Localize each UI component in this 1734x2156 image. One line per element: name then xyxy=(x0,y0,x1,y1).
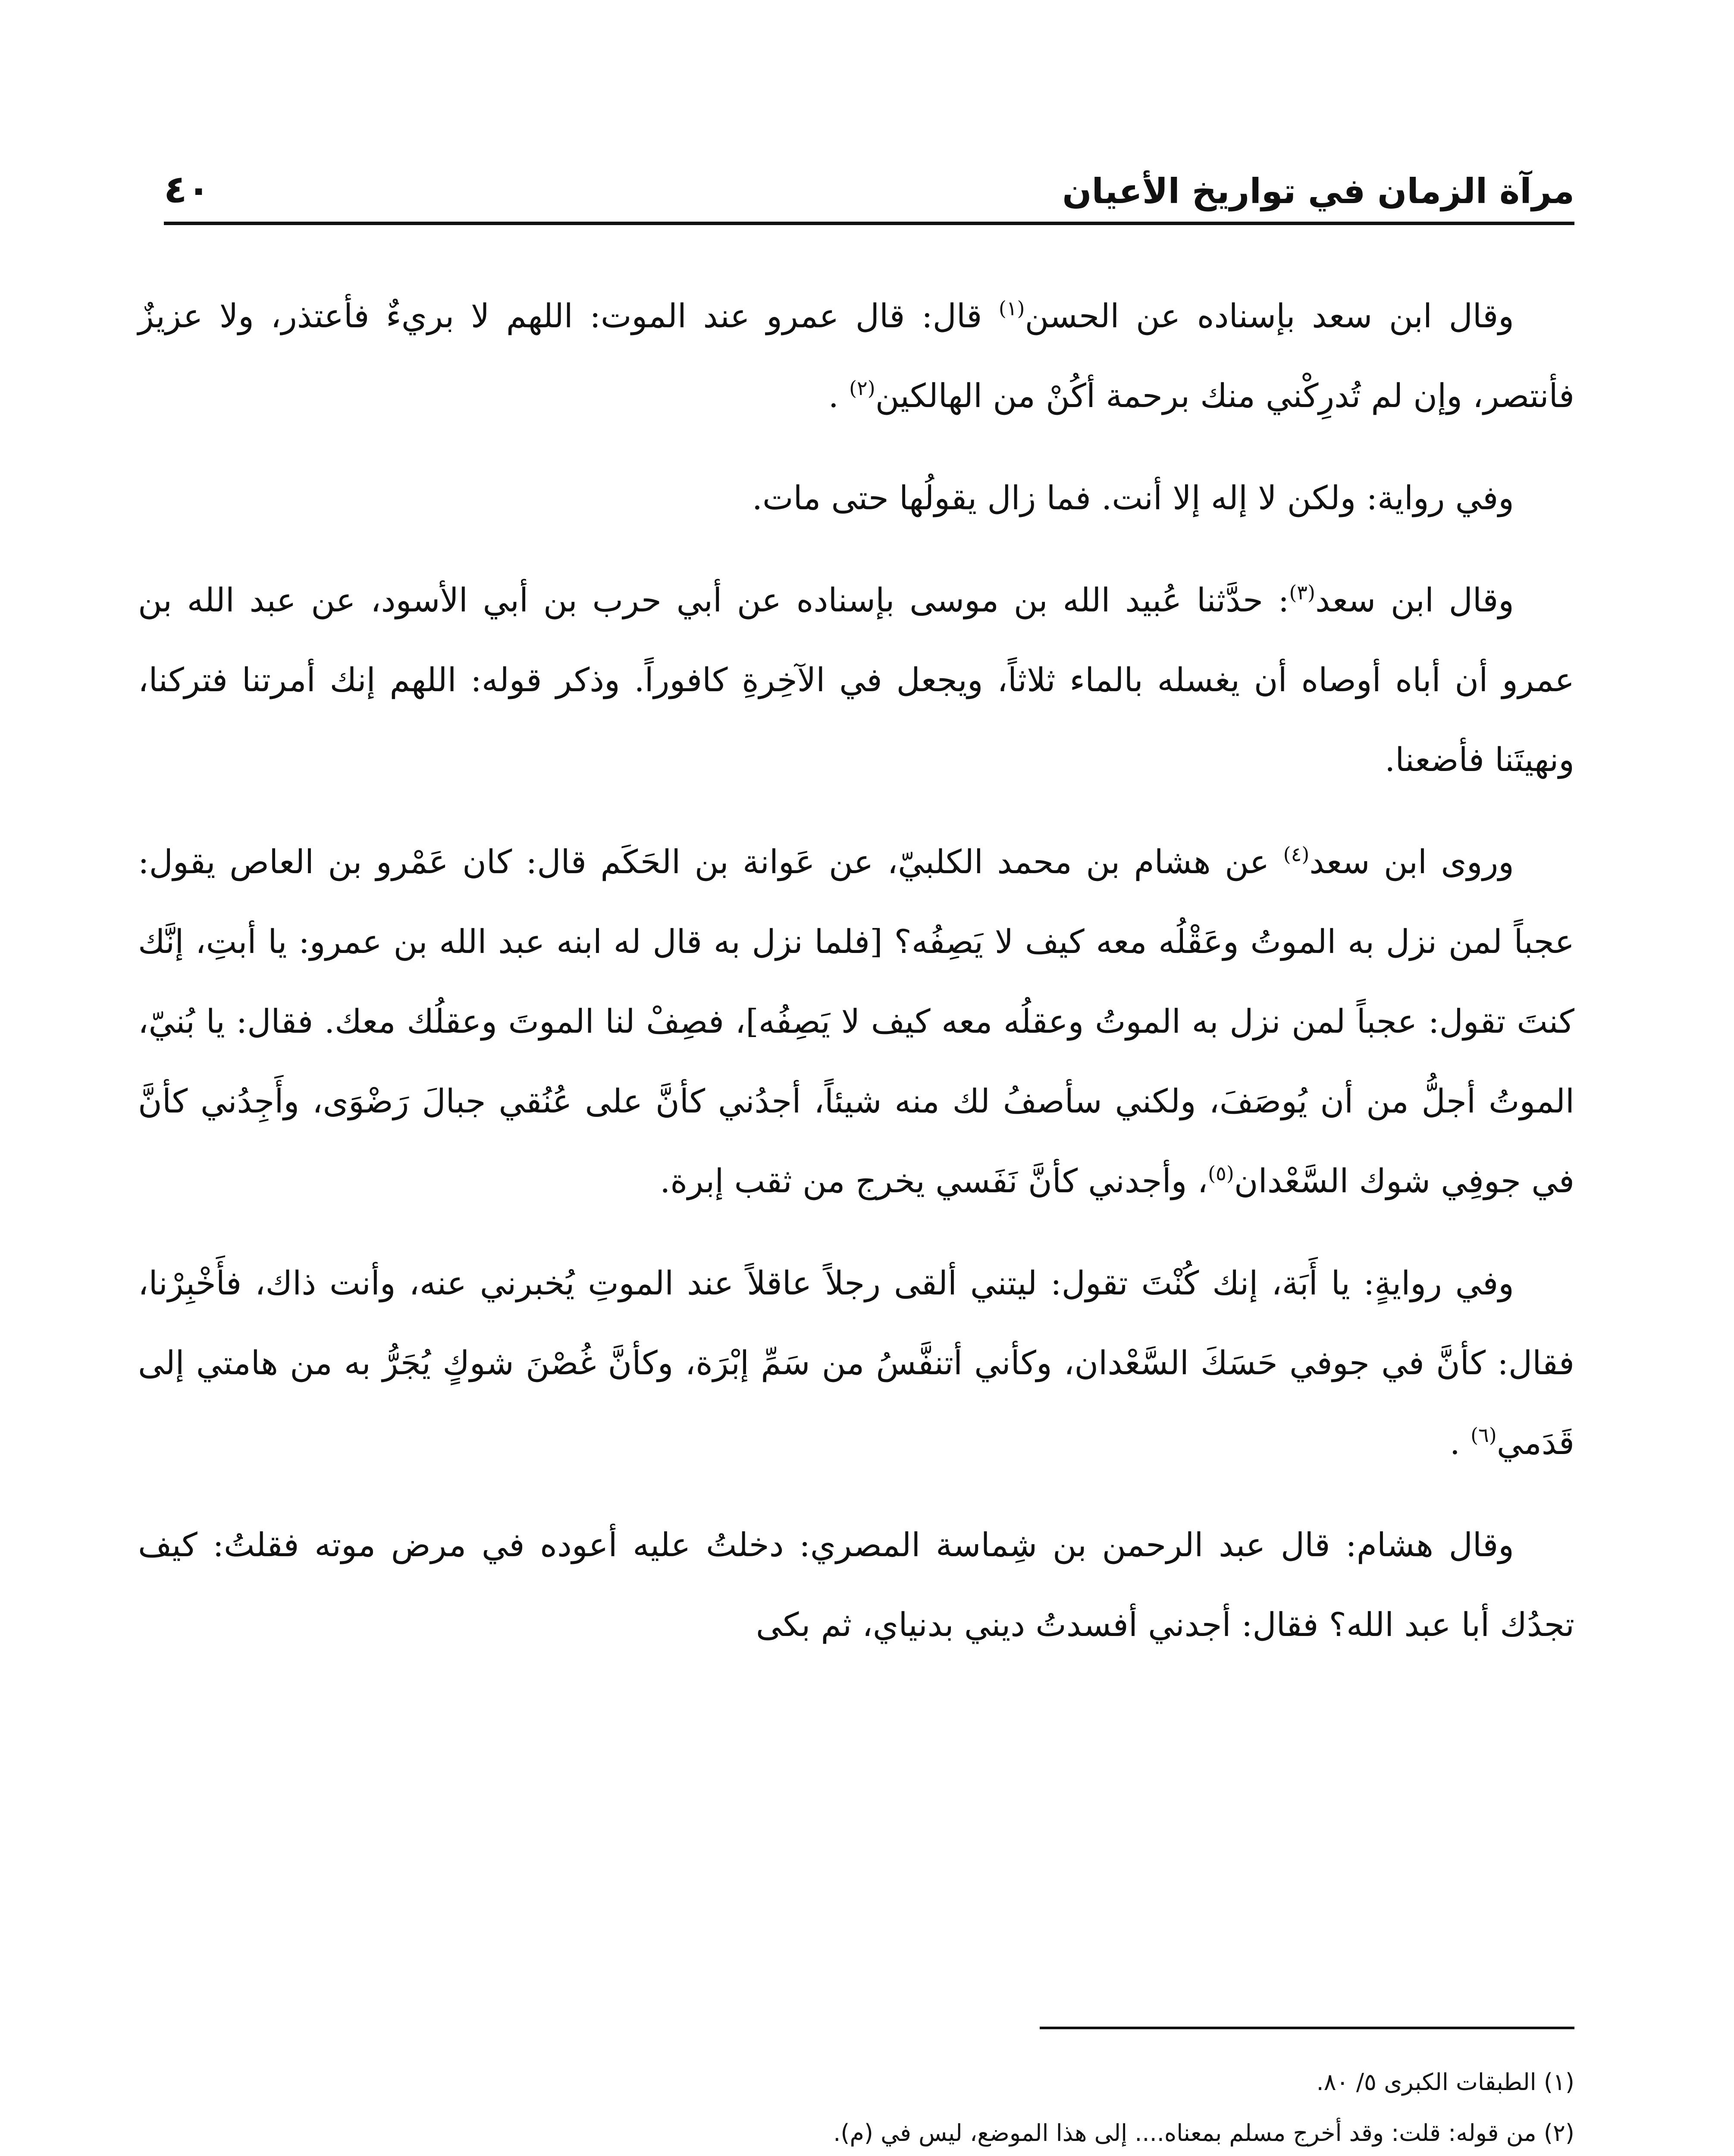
footnotes xyxy=(138,2057,1574,2156)
book-title: مرآة الزمان في تواريخ الأعيان xyxy=(1062,171,1574,211)
paragraph-text: عن هشام بن محمد الكلبيّ، عن عَوانة بن الحَكَم قال: كان عَمْرو بن العاص يقول: عجباً لمن نزل به الموتُ وعَقْلُه معه كيف لا يَصِفُه؟ [فلما نزل به قال له ابنه عبد الله بن عمرو: يا أبتِ، إنَّك كنتَ تقول: عجباً لمن نزل به الموتُ وعقلُه معه كيف لا يَصِفُه]، فصِفْ لنا الموتَ وعقلُك معك. فقال: يا بُنيّ، الموتُ أجلُّ من أن يُوصَفَ، ولكني سأصفُ لك منه شيئاً، أجدُني كأنَّ على عُنُقي جبالَ رَضْوَى، وأَجِدُني كأنَّ في جوفِي شوك السَّعْدان xyxy=(138,843,1574,1200)
paragraph-text: وفي رواية: ولكن لا إله إلا أنت. فما زال يقولُها حتى مات. xyxy=(752,479,1514,517)
footnote-divider xyxy=(1040,2027,1574,2029)
page-number: ٤٠ xyxy=(164,167,210,211)
body-paragraph xyxy=(138,822,1574,1221)
paragraph-text: وقال ابن سعد بإسناده عن الحسن xyxy=(1025,297,1514,335)
body-paragraph xyxy=(138,1243,1574,1482)
footnote-1: (١) الطبقات الكبرى ٥/ ٨٠. xyxy=(1316,2068,1574,2096)
main-text xyxy=(138,276,1574,1687)
paragraph-text: قال: قال عمرو عند الموت: اللهم لا بريءٌ فأعتذر، ولا عزيزٌ فأنتصر، وإن لم تُدرِكْني منك برحمة أكُنْ من الهالكين xyxy=(138,297,1574,415)
footnote-marker: (٣) xyxy=(1289,581,1315,604)
footnote-marker: (٢) xyxy=(849,376,875,400)
footnote-marker: (٥) xyxy=(1208,1162,1234,1185)
paragraph-text: : حدَّثنا عُبيد الله بن موسى بإسناده عن أبي حرب بن أبي الأسود، عن عبد الله بن عمرو أن أباه أوصاه أن يغسله بالماء ثلاثاً، ويجعل في الآخِرةِ كافوراً. وذكر قوله: اللهم إنك أمرتنا فتركنا، ونهيتَنا فأضعنا. xyxy=(138,581,1574,779)
footnote-marker: (٦) xyxy=(1471,1423,1497,1447)
footnote-marker: (٤) xyxy=(1283,843,1310,866)
body-paragraph xyxy=(138,560,1574,799)
paragraph-text: وروى ابن سعد xyxy=(1309,843,1515,881)
paragraph-text: وفي روايةٍ: يا أَبَة، إنك كُنْتَ تقول: ليتني ألقى رجلاً عاقلاً عند الموتِ يُخبرني عنه، وأنت ذاك، فأَخْبِرْنا، فقال: كأنَّ في جوفي حَسَكَ السَّعْدان، وكأني أتنفَّسُ من سَمِّ إبْرَة، وكأنَّ غُصْنَ شوكٍ يُجَرُّ به من هامتي إلى قَدَمي xyxy=(138,1264,1574,1462)
paragraph-text: . xyxy=(1449,1423,1471,1462)
paragraph-text: وقال هشام: قال عبد الرحمن بن شِماسة المصري: دخلتُ عليه أعوده في مرض موته فقلتُ: كيف تجدُك أبا عبد الله؟ فقال: أجدني أفسدتُ ديني بدنياي، ثم بكى xyxy=(138,1526,1574,1644)
footnote-2: (٢) من قوله: قلت: وقد أخرج مسلم بمعناه.... إلى هذا الموضع، ليس في (م). xyxy=(833,2119,1574,2147)
paragraph-text: . xyxy=(828,376,850,415)
footnote-marker: (١) xyxy=(998,297,1025,320)
running-header xyxy=(164,155,1574,225)
paragraph-text: وقال ابن سعد xyxy=(1315,581,1514,619)
body-paragraph xyxy=(138,458,1574,538)
paragraph-text: ، وأجدني كأنَّ نَفَسي يخرج من ثقب إبرة. xyxy=(660,1162,1208,1200)
body-paragraph xyxy=(138,276,1574,436)
body-paragraph xyxy=(138,1505,1574,1664)
